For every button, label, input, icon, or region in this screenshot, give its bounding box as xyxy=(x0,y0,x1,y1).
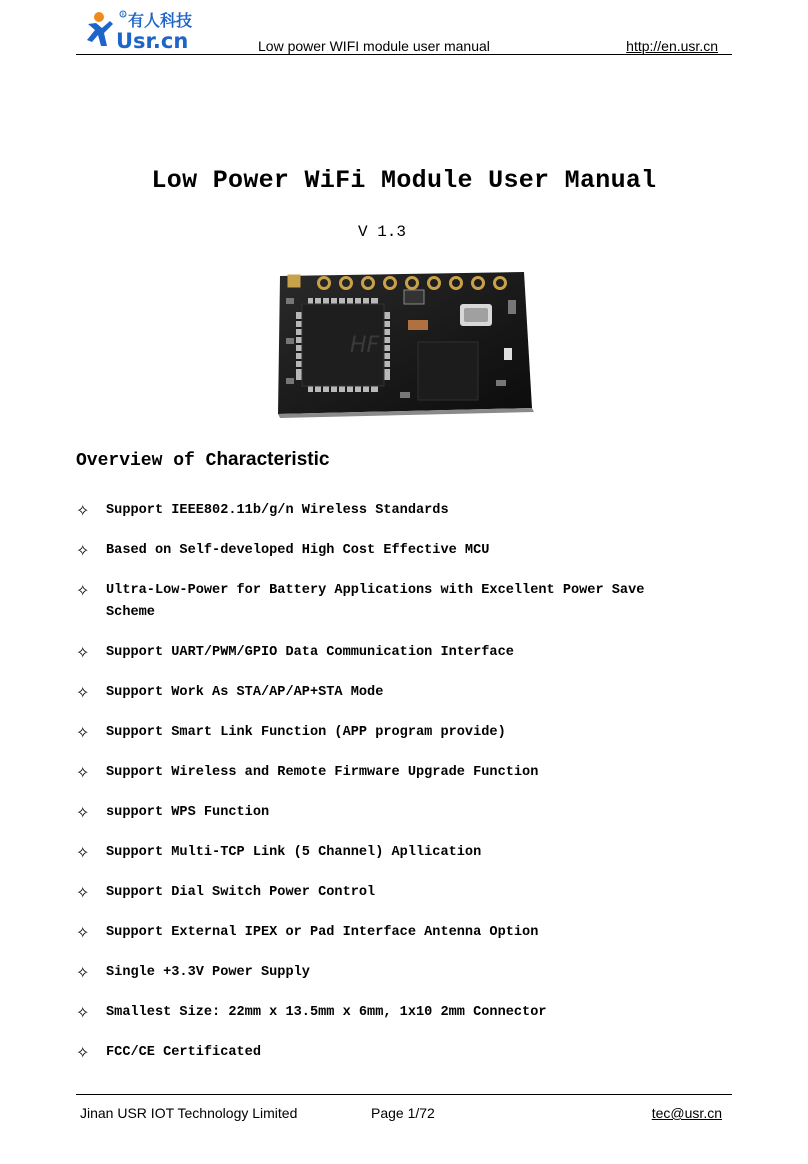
feature-text: support WPS Function xyxy=(106,805,270,820)
feature-text: Scheme xyxy=(106,605,155,620)
four-pointed-star-icon: ✧ xyxy=(76,883,90,902)
feature-item xyxy=(76,722,716,744)
four-pointed-star-icon: ✧ xyxy=(76,581,90,600)
feature-text: Support Wireless and Remote Firmware Upgrade Function xyxy=(106,765,539,780)
wifi-module-image xyxy=(272,268,536,418)
footer-page-number: Page 1/72 xyxy=(371,1105,435,1121)
feature-item xyxy=(76,642,716,664)
svg-text:HF: HF xyxy=(350,333,380,358)
footer-divider xyxy=(76,1094,732,1095)
feature-item xyxy=(76,842,716,864)
footer-company: Jinan USR IOT Technology Limited xyxy=(80,1105,298,1121)
feature-text: Support Dial Switch Power Control xyxy=(106,885,376,900)
feature-item xyxy=(76,1002,716,1024)
footer-email-link[interactable]: tec@usr.cn xyxy=(651,1105,722,1121)
four-pointed-star-icon: ✧ xyxy=(76,723,90,742)
feature-text: Ultra-Low-Power for Battery Applications with Excellent Power Save xyxy=(106,583,645,598)
feature-text: Based on Self-developed High Cost Effective MCU xyxy=(106,543,490,558)
feature-item xyxy=(76,962,716,984)
feature-item xyxy=(76,682,716,704)
feature-text: Support UART/PWM/GPIO Data Communication Interface xyxy=(106,645,514,660)
feature-item xyxy=(76,580,716,624)
feature-item xyxy=(76,1042,716,1064)
header-url-link[interactable]: http://en.usr.cn xyxy=(626,38,718,54)
company-logo xyxy=(82,6,204,52)
feature-list xyxy=(76,500,716,1082)
header-divider xyxy=(76,54,732,55)
section-heading-part1: Overview of C xyxy=(76,451,217,471)
four-pointed-star-icon: ✧ xyxy=(76,963,90,982)
feature-text: Support IEEE802.11b/g/n Wireless Standards xyxy=(106,503,449,518)
logo-latin-text: Usr.cn xyxy=(116,29,189,52)
feature-text: Support Smart Link Function (APP program provide) xyxy=(106,725,506,740)
feature-text: Support Work As STA/AP/AP+STA Mode xyxy=(106,685,384,700)
four-pointed-star-icon: ✧ xyxy=(76,843,90,862)
feature-item xyxy=(76,802,716,824)
four-pointed-star-icon: ✧ xyxy=(76,643,90,662)
feature-text: FCC/CE Certificated xyxy=(106,1045,261,1060)
feature-item xyxy=(76,922,716,944)
feature-text: Support External IPEX or Pad Interface Antenna Option xyxy=(106,925,539,940)
four-pointed-star-icon: ✧ xyxy=(76,763,90,782)
feature-item xyxy=(76,882,716,904)
four-pointed-star-icon: ✧ xyxy=(76,683,90,702)
four-pointed-star-icon: ✧ xyxy=(76,501,90,520)
feature-item xyxy=(76,540,716,562)
four-pointed-star-icon: ✧ xyxy=(76,923,90,942)
section-heading-part2: haracteristic xyxy=(216,449,330,470)
four-pointed-star-icon: ✧ xyxy=(76,1003,90,1022)
svg-text:R: R xyxy=(121,13,125,18)
logo-chinese-text: 有人科技 xyxy=(128,11,193,30)
four-pointed-star-icon: ✧ xyxy=(76,541,90,560)
document-title: Low Power WiFi Module User Manual xyxy=(151,166,657,195)
feature-text: Smallest Size: 22mm x 13.5mm x 6mm, 1x10 2mm Connector xyxy=(106,1005,547,1020)
four-pointed-star-icon: ✧ xyxy=(76,1043,90,1062)
feature-text: Single +3.3V Power Supply xyxy=(106,965,310,980)
document-version: V 1.3 xyxy=(358,223,407,241)
section-heading xyxy=(76,449,329,471)
header-title: Low power WIFI module user manual xyxy=(258,38,490,54)
four-pointed-star-icon: ✧ xyxy=(76,803,90,822)
feature-item xyxy=(76,762,716,784)
feature-item xyxy=(76,500,716,522)
feature-text: Support Multi-TCP Link (5 Channel) Apllication xyxy=(106,845,482,860)
